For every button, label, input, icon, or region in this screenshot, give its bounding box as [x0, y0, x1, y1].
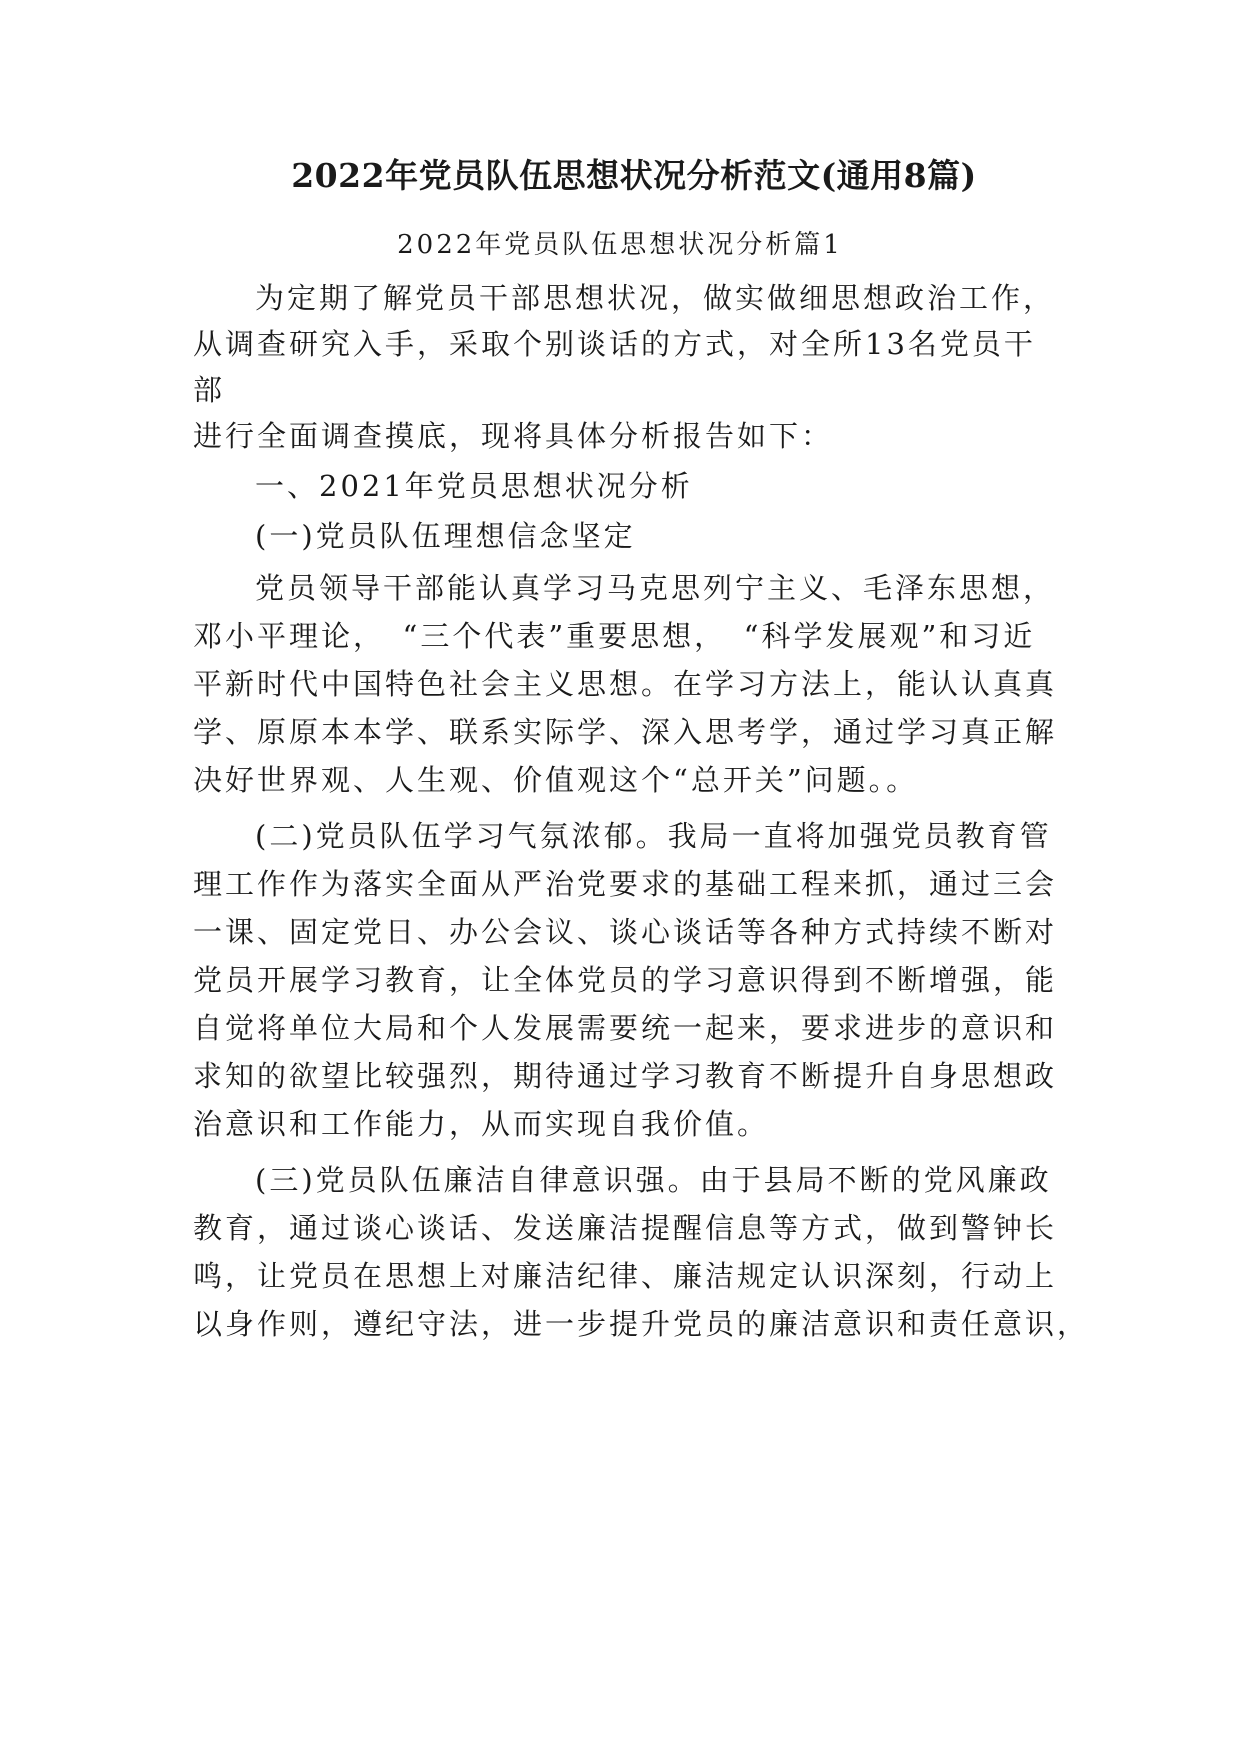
text-line: 治意识和工作能力，从而实现自我价值。: [193, 1107, 770, 1141]
document-subtitle: 2022年党员队伍思想状况分析篇1: [397, 230, 843, 260]
text-line: 党员开展学习教育，让全体党员的学习意识得到不断增强，能: [193, 963, 1058, 997]
text-line: 进行全面调查摸底，现将具体分析报告如下：: [193, 419, 834, 453]
text-line: 部: [193, 373, 226, 407]
subsection-heading: (一)党员队伍理想信念坚定: [255, 519, 636, 553]
text-line: 理工作作为落实全面从严治党要求的基础工程来抓，通过三会: [193, 867, 1058, 901]
text-line: 平新时代中国特色社会主义思想。在学习方法上，能认认真真: [193, 667, 1058, 701]
document-title: 2022年党员队伍思想状况分析范文(通用8篇): [291, 156, 977, 195]
text-line: 求知的欲望比较强烈，期待通过学习教育不断提升自身思想政: [193, 1059, 1058, 1093]
text-line: 教育，通过谈心谈话、发送廉洁提醒信息等方式，做到警钟长: [193, 1211, 1058, 1245]
text-line: (二)党员队伍学习气氛浓郁。我局一直将加强党员教育管: [255, 819, 1052, 853]
text-line: (三)党员队伍廉洁自律意识强。由于县局不断的党风廉政: [255, 1163, 1052, 1197]
section-heading: 一、2021年党员思想状况分析: [255, 469, 693, 503]
text-line: 党员领导干部能认真学习马克思列宁主义、毛泽东思想，: [255, 571, 1056, 605]
text-line: 学、原原本本学、联系实际学、深入思考学，通过学习真正解: [193, 715, 1058, 749]
text-line: 邓小平理论， “三个代表”重要思想， “科学发展观”和习近: [193, 619, 1036, 653]
text-line: 鸣，让党员在思想上对廉洁纪律、廉洁规定认识深刻，行动上: [193, 1259, 1058, 1293]
text-line: 决好世界观、人生观、价值观这个“总开关”问题。。: [193, 763, 919, 797]
text-line: 一课、固定党日、办公会议、谈心谈话等各种方式持续不断对: [193, 915, 1058, 949]
text-line: 自觉将单位大局和个人发展需要统一起来，要求进步的意识和: [193, 1011, 1058, 1045]
text-line: 以身作则，遵纪守法，进一步提升党员的廉洁意识和责任意识，: [193, 1307, 1090, 1341]
text-line: 从调查研究入手，采取个别谈话的方式，对全所13名党员干: [193, 327, 1036, 361]
text-line: 为定期了解党员干部思想状况，做实做细思想政治工作，: [255, 281, 1056, 315]
